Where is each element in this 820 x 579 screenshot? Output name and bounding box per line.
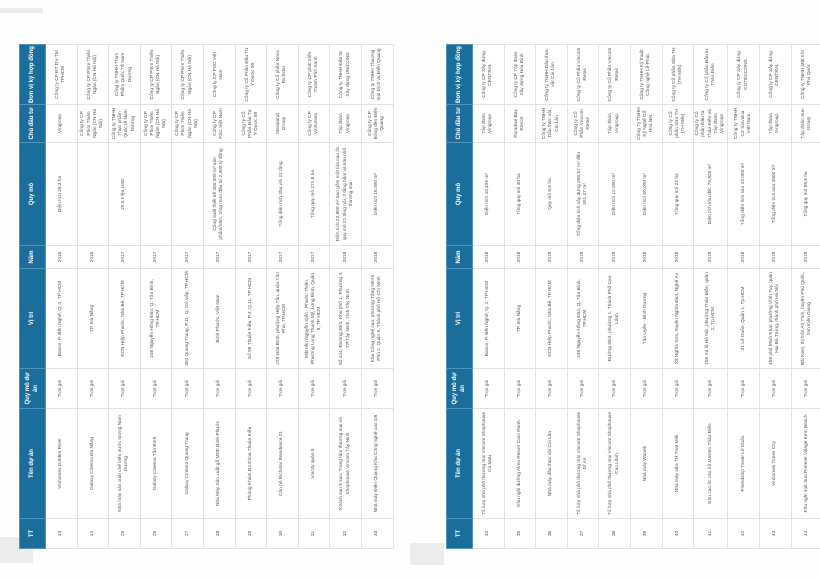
scan-artifact: [410, 543, 444, 565]
table-cell-tt: 23: [46, 519, 78, 549]
table-cell-quy-mo: [235, 143, 267, 246]
table-cell-nam: 2018: [473, 246, 505, 269]
table-cell-quy-mo: Diện tích 60,000 m²: [630, 143, 662, 246]
table-cell-ten-du-an: Khu nghỉ dưỡng Alma Resort Cam Ranh: [504, 409, 536, 519]
column-header-chu-dau-tu: Chủ đầu tư: [20, 105, 46, 143]
table-cell-ten-du-an: Galaxy Cinema Tân Bình: [140, 409, 172, 519]
table-cell-ten-du-an: Nhà máy Wanek: [630, 409, 662, 519]
table-cell-chu-dau-tu: Tập đoàn Vingroup: [759, 105, 791, 143]
table-header: [20, 45, 46, 549]
table-cell-nam: 2018: [791, 246, 820, 269]
table-cell-don-vi-ky-hop-dong: Công ty TNHH Dầu thực vật Cái Lân: [536, 45, 568, 105]
table-cell-don-vi-ky-hop-dong: Công ty CP Phim Thiên Ngân (CN Hà Nội): [172, 45, 204, 105]
table-cell-tt: 39: [630, 519, 662, 549]
table-cell-vi-tri: Số 444, Đường 30/4, Khu phố 1, Phường 3, TP.Tây Ninh, Tỉnh Tây Ninh: [330, 269, 362, 369]
column-header-nam: Năm: [447, 246, 473, 269]
table-cell-tt: 42: [728, 519, 760, 549]
table-row: [504, 45, 536, 549]
table-cell-quy-mo: [77, 143, 109, 246]
rotated-sheet: [446, 45, 820, 549]
table-cell-don-vi-ky-hop-dong: Công ty CP phát triển Thành Phố Xanh: [298, 45, 330, 105]
column-header-nam: Năm: [20, 246, 46, 269]
table-cell-ten-du-an: Nhà máy dầu thực vật Cái Lân: [536, 409, 568, 519]
table-cell-nam: 2018: [759, 246, 791, 269]
table-cell-quy-mo: Tổng diện tích 3ha với 22 tầng: [267, 143, 299, 246]
table-cell-vi-tri: TP. Đà Nẵng: [77, 269, 109, 369]
table-body: [473, 45, 820, 549]
table-row: [473, 45, 505, 549]
table-row: [140, 45, 172, 549]
column-header-quy-mo-du-an: Quy mô dự án: [20, 369, 46, 409]
table-cell-vi-tri: 278 Hòa Bình, phường Hiệp Tân, quận Tân Phú, TP.HCM: [267, 269, 299, 369]
table-cell-don-vi-ky-hop-dong: Công ty TNHH Đầu tư Xây dựng UNICONS: [330, 45, 362, 105]
table-cell-quy-mo-du-an: Trọn gói: [759, 369, 791, 409]
table-cell-chu-dau-tu: Công ty Cổ Phần Vincom Retail: [567, 105, 599, 143]
table-cell-nam: 2018: [536, 246, 568, 269]
table-cell-quy-mo: Quy mô 8,6 ha: [536, 143, 568, 246]
table-cell-don-vi-ky-hop-dong: Công ty TNHH Thực Phẩm Quốc Tế Nam Dương: [109, 45, 141, 105]
table-header: [447, 45, 473, 549]
table-cell-quy-mo-du-an: Trọn gói: [235, 369, 267, 409]
table-cell-quy-mo: Tổng quy mô 271,8 ha: [298, 143, 330, 246]
column-header-quy-mo: Quy mô: [447, 143, 473, 246]
table-cell-quy-mo: Diện tích 12.000 m²: [599, 143, 631, 246]
table-cell-vi-tri: 159 Xa lộ Hà Nội, phường Thảo Điền, quận 2, Tp.HCM: [694, 269, 728, 369]
table-row: [267, 45, 299, 549]
table-cell-quy-mo-du-an: Trọn gói: [330, 369, 362, 409]
table-cell-quy-mo-du-an: Trọn gói: [536, 369, 568, 409]
table-cell-vi-tri: Mặt tiền Nguyễn Xiển - Phước Thiện, Phường Long Thạnh Mỹ, Long Bình, Quận 9, TP HCM: [298, 269, 330, 369]
table-cell-chu-dau-tu: Công ty CP Phim Thiên Ngân (CN Hà Nội): [172, 105, 204, 143]
table-cell-don-vi-ky-hop-dong: Công ty CP Phim Thiên Ngân (CN Hà Nội): [140, 45, 172, 105]
table-cell-tt: 25: [109, 519, 141, 549]
table-cell-tt: 29: [235, 519, 267, 549]
table-cell-nam: 2018: [504, 246, 536, 269]
table-cell-tt: 44: [791, 519, 820, 549]
table-cell-chu-dau-tu: Vingroup: [46, 105, 78, 143]
table-cell-chu-dau-tu: Công ty Cổ phần Đầu tư Thảo Điền và Tập đoàn Vingroup: [694, 105, 728, 143]
column-header-ten-du-an: Tên dự án: [447, 409, 473, 519]
table-cell-ten-du-an: Vinhomes Golden River: [46, 409, 78, 519]
table-cell-tt: 37: [567, 519, 599, 549]
table-cell-ten-du-an: Khách sạn 5 sao, Trung tâm thương mại và Shophouse Vincom Tây Ninh: [330, 409, 362, 519]
table-row: [203, 45, 235, 549]
table-cell-vi-tri: Bãi Kem, thị trấn An Thới, huyện Phú Quốc, tỉnh Kiên Giang: [791, 269, 820, 369]
table-cell-vi-tri: 246 Nguyễn Hồng Đào, Q. Tân Bình, TP.HCM: [140, 269, 172, 369]
table-row: [361, 45, 393, 549]
table-cell-vi-tri: Tân Uyên - Bình Dương: [630, 269, 662, 369]
table-row: [630, 45, 662, 549]
table-cell-chu-dau-tu: Công ty CP Phim Thiên Ngân (CN Hà Nội): [140, 105, 172, 143]
column-header-vi-tri: Vị trí: [20, 269, 46, 369]
table-cell-vi-tri: Đường 30/4, phường 1, Thành Phố Cao Lãnh: [599, 269, 631, 369]
table-cell-don-vi-ky-hop-dong: Công ty Cổ Phần Đầu Tư Y Dược 99: [235, 45, 267, 105]
table-row: [759, 45, 791, 549]
table-cell-quy-mo-du-an: Trọn gói: [46, 369, 78, 409]
table-cell-tt: 34: [473, 519, 505, 549]
table-cell-nam: 2016: [46, 246, 78, 269]
table-cell-quy-mo-du-an: Trọn gói: [791, 369, 820, 409]
document-page-right: [446, 45, 820, 549]
table-cell-quy-mo-du-an: Trọn gói: [361, 369, 393, 409]
table-cell-don-vi-ky-hop-dong: Công ty CP ĐT DV-TM TPHCM: [46, 45, 78, 105]
table-cell-quy-mo-du-an: Trọn gói: [599, 369, 631, 409]
table-cell-vi-tri: Bình Phước, Việt Nam: [203, 269, 235, 369]
table-cell-nam: 2018: [361, 246, 393, 269]
column-header-don-vi-ky-hop-dong: Đơn vị ký hợp đồng: [20, 45, 46, 105]
column-header-tt: TT: [20, 519, 46, 549]
table-cell-quy-mo: [140, 143, 172, 246]
header-row: [20, 45, 46, 549]
table-cell-vi-tri: KCN Hiệp Phước, Nhà Bè, TP.HCM: [109, 269, 141, 369]
table-cell-ten-du-an: Vinhomes Times City: [759, 409, 791, 519]
table-cell-nam: 2016: [77, 246, 109, 269]
table-cell-don-vi-ky-hop-dong: Công ty CP Phim Thiên Ngân (CN Hà Nội): [77, 45, 109, 105]
table-cell-quy-mo-du-an: Trọn gói: [504, 369, 536, 409]
table-cell-quy-mo: Công suất thiết kế 400.000 m³ sản phẩm/năm, tổng mức đầu tư 2,300 tỷ đồng: [203, 143, 235, 246]
table-cell-chu-dau-tu: Novaland Group: [267, 105, 299, 143]
table-cell-don-vi-ky-hop-dong: Công ty Cổ phần Đầu tư Thảo Điền: [694, 45, 728, 105]
document-page-left: [19, 45, 393, 549]
table-body: [46, 45, 394, 549]
table-row: [567, 45, 599, 549]
column-header-tt: TT: [447, 519, 473, 549]
table-cell-vi-tri: Khu Công nghệ cao, phường Tăng Nhơn Phú 2, Quận 9, Thành phố Hồ Chí Minh: [361, 269, 393, 369]
table-cell-chu-dau-tu: Công ty TNHH CZ Slovakia Việt Nam: [728, 105, 760, 143]
table-cell-quy-mo-du-an: Trọn gói: [109, 369, 141, 409]
table-row: [662, 45, 694, 549]
table-cell-chu-dau-tu: Công ty CP Vinhomes: [298, 105, 330, 143]
table-cell-quy-mo-du-an: Trọn gói: [140, 369, 172, 409]
table-cell-ten-du-an: Tổ hợp nhà phố thương mại Vincom Shophouse Cà Mau: [473, 409, 505, 519]
table-cell-don-vi-ky-hop-dong: Công ty CP FSC Việt Nam: [203, 45, 235, 105]
table-cell-chu-dau-tu: Tập đoàn Vingroup: [473, 105, 505, 143]
table-row: [728, 45, 760, 549]
table-row: [599, 45, 631, 549]
table-cell-quy-mo: Diện tích 25.3 ha: [46, 143, 78, 246]
table-cell-nam: 2017: [140, 246, 172, 269]
table-cell-vi-tri: Số 99 Thuận Kiều, P.4, Q.11, TP HCM: [235, 269, 267, 369]
table-row: [235, 45, 267, 549]
table-cell-chu-dau-tu: Công Ty TNHH Kỹ Nghệ Gỗ Hoa Nét: [630, 105, 662, 143]
table-cell-nam: 2018: [599, 246, 631, 269]
table-cell-nam: 2018: [728, 246, 760, 269]
table-cell-chu-dau-tu: Công ty CP Bóng đèn Điện Quang: [361, 105, 393, 143]
table-cell-don-vi-ky-hop-dong: Công ty Cổ phần Nova Richstar: [267, 45, 299, 105]
table-cell-vi-tri: TP. Đà Nẵng: [504, 269, 536, 369]
table-row: [46, 45, 78, 549]
table-cell-ten-du-an: Nhà máy sữa TH True Milk: [662, 409, 694, 519]
table-cell-nam: 2017: [235, 246, 267, 269]
table-cell-quy-mo: Tổng quy mô 30 ha: [504, 143, 536, 246]
table-row: [536, 45, 568, 549]
table-row: [172, 45, 204, 549]
table-row: [791, 45, 820, 549]
scan-artifact: [0, 8, 43, 13]
table-cell-nam: 2018: [694, 246, 728, 269]
table-cell-quy-mo: Tổng diện tích sàn 23.000 m²: [728, 143, 760, 246]
table-cell-don-vi-ky-hop-dong: Công ty CP Xây dựng COTECCONS: [728, 45, 760, 105]
table-cell-don-vi-ky-hop-dong: Công ty TNHH Thương mại Dịch vụ Điện Quang: [361, 45, 393, 105]
table-cell-chu-dau-tu: Công ty TNHH Dầu thực vật Cái Lân: [536, 105, 568, 143]
table-cell-quy-mo: Diện tích 16.000 m²: [361, 143, 393, 246]
table-cell-don-vi-ky-hop-dong: Công ty Cổ Phần Vincom Retail: [599, 45, 631, 105]
table-cell-quy-mo: Diện tích khu đất: 79,829 m²: [694, 143, 728, 246]
table-cell-ten-du-an: Nhà Máy Sản xuất gỗ MDF Bình Phước: [203, 409, 235, 519]
table-cell-vi-tri: Xã Nghĩa Sơn, huyện Nghĩa Đàn, Nghệ An: [662, 269, 694, 369]
table-cell-vi-tri: 304 Quang Trung, P.11, Q. Gò Vấp, TP.HCM: [172, 269, 204, 369]
column-header-ten-du-an: Tên dự án: [20, 409, 46, 519]
table-cell-vi-tri: 246 Nguyễn Hồng Đào, Q. Tân Bình, TP.HCM: [567, 269, 599, 369]
table-cell-nam: 2017: [172, 246, 204, 269]
table-cell-ten-du-an: Nhà máy Điện Quang Khu Công nghệ cao Q9: [361, 409, 393, 519]
table-row: [77, 45, 109, 549]
column-header-vi-tri: Vị trí: [447, 269, 473, 369]
column-header-chu-dau-tu: Chủ đầu tư: [447, 105, 473, 143]
projects-table-rows-34-44: [446, 44, 820, 549]
table-cell-vi-tri: 31 Lê Duẩn, Quận 1, Tp.HCM: [728, 269, 760, 369]
table-cell-tt: 33: [361, 519, 393, 549]
table-cell-ten-du-an: Galaxy Cinema Quang Trung: [172, 409, 204, 519]
table-cell-tt: 31: [298, 519, 330, 549]
rotated-sheet: [19, 45, 393, 549]
table-cell-nam: 2018: [330, 246, 362, 269]
table-cell-don-vi-ky-hop-dong: Công ty CP Xây dựng CENTRAL: [759, 45, 791, 105]
table-cell-quy-mo-du-an: Trọn gói: [267, 369, 299, 409]
table-cell-chu-dau-tu: Paradise Bay Resort: [504, 105, 536, 143]
table-row: [109, 45, 141, 549]
table-cell-nam: 2017: [109, 246, 141, 269]
table-cell-quy-mo: [172, 143, 204, 246]
table-cell-ten-du-an: Friendship Tower Lê Duẩn: [728, 409, 760, 519]
table-cell-don-vi-ky-hop-dong: Công ty CP Xây dựng CENTRAL: [473, 45, 505, 105]
table-cell-quy-mo-du-an: Trọn gói: [172, 369, 204, 409]
column-header-quy-mo: Quy mô: [20, 143, 46, 246]
table-cell-quy-mo: Tổng diện tích xây dựng 259,57 m² đến 351,37 m²: [567, 143, 599, 246]
header-row: [447, 45, 473, 549]
table-cell-nam: 2017: [267, 246, 299, 269]
table-cell-quy-mo-du-an: Trọn gói: [473, 369, 505, 409]
table-cell-chu-dau-tu: Tập đoàn Sun Group: [791, 105, 820, 143]
table-cell-quy-mo-du-an: Trọn gói: [567, 369, 599, 409]
table-cell-chu-dau-tu: Tập đoàn Vingroup: [599, 105, 631, 143]
table-cell-nam: 2018: [567, 246, 599, 269]
table-cell-tt: 28: [203, 519, 235, 549]
projects-table-rows-23-33: [19, 44, 394, 549]
table-cell-ten-du-an: Tổ hợp nhà phố thương mại Vincom Shophouse Cao Lãnh: [599, 409, 631, 519]
table-row: [298, 45, 330, 549]
table-cell-chu-dau-tu: Tập đoàn Vingroup: [330, 105, 362, 143]
table-cell-tt: 24: [77, 519, 109, 549]
table-cell-ten-du-an: Căn hộ Richstar Residence 21: [267, 409, 299, 519]
table-cell-tt: 43: [759, 519, 791, 549]
table-cell-ten-du-an: Galaxy Cinema Đà Nẵng: [77, 409, 109, 519]
table-cell-chu-dau-tu: Công ty CP FSC Việt Nam: [203, 105, 235, 143]
table-cell-ten-du-an: Tổ hợp nhà phố thương mại Vincom Shophouse Dĩ An: [567, 409, 599, 519]
column-header-don-vi-ky-hop-dong: Đơn vị ký hợp đồng: [447, 45, 473, 105]
table-cell-chu-dau-tu: Công ty Cổ phần Sữa TH (TH Milk): [662, 105, 694, 143]
table-cell-ten-du-an: Vincity quận 9: [298, 409, 330, 519]
table-cell-nam: 2018: [630, 246, 662, 269]
table-cell-don-vi-ky-hop-dong: Công ty CP Tập đoàn Xây dựng Hòa Bình: [504, 45, 536, 105]
table-cell-ten-du-an: Khu cao ốc căn hộ Masteri Thảo Điền: [694, 409, 728, 519]
table-cell-tt: 27: [172, 519, 204, 549]
table-cell-don-vi-ky-hop-dong: Công ty Cổ phần Sữa TH (TH Milk): [662, 45, 694, 105]
table-cell-tt: 35: [504, 519, 536, 549]
table-cell-tt: 40: [662, 519, 694, 549]
table-cell-tt: 36: [536, 519, 568, 549]
table-cell-don-vi-ky-hop-dong: Công ty Cổ Phần Vincom Retail: [567, 45, 599, 105]
table-cell-tt: 38: [599, 519, 631, 549]
table-cell-quy-mo-du-an: Trọn gói: [662, 369, 694, 409]
table-cell-don-vi-ky-hop-dong: Công ty TNHH Kỹ thuật Công nghệ Lê Phúc: [630, 45, 662, 105]
table-cell-tt: 41: [694, 519, 728, 549]
table-cell-quy-mo: Tổng quy mô 59,6 ha: [791, 143, 820, 246]
table-cell-chu-dau-tu: Công ty Cổ Phần Đầu Tư Y Dược 99: [235, 105, 267, 143]
table-cell-vi-tri: KCN Hiệp Phước, Nhà Bè, TP.HCM: [536, 269, 568, 369]
table-cell-ten-du-an: Nhà máy sản xuất chế biến nước tương Nam Dương: [109, 409, 141, 519]
table-cell-tt: 26: [140, 519, 172, 549]
table-cell-tt: 30: [267, 519, 299, 549]
column-header-quy-mo-du-an: Quy mô dự án: [447, 369, 473, 409]
table-row: [330, 45, 362, 549]
table-cell-quy-mo: 25.6 triệu USD: [109, 143, 141, 246]
table-cell-quy-mo: Diện tích 22,860 m² bao gồm một tòa cao ốc quy mô 21 tầng nổi, 2 tầng hầm và khu phố thương mại: [330, 143, 362, 246]
table-cell-tt: 32: [330, 519, 362, 549]
table-cell-quy-mo-du-an: Trọn gói: [694, 369, 728, 409]
table-cell-chu-dau-tu: Công ty TNHH Thực phẩm Quốc tế Nam Dương: [109, 105, 141, 143]
table-cell-vi-tri: Bason, P. Bến Nghé, Q. 1, TP HCM: [46, 269, 78, 369]
table-cell-quy-mo-du-an: Trọn gói: [77, 369, 109, 409]
table-cell-don-vi-ky-hop-dong: Công ty TNHH Mặt trời Phú Quốc: [791, 45, 820, 105]
table-cell-quy-mo-du-an: Trọn gói: [203, 369, 235, 409]
table-cell-nam: 2017: [298, 246, 330, 269]
table-cell-vi-tri: 458 phố Minh Khai, phường Vĩnh Tuy, quận Hai Bà Trưng, thành phố Hà Nội: [759, 269, 791, 369]
table-cell-vi-tri: Bason, P. Bến Nghé, Q. 1, TP HCM: [473, 269, 505, 369]
table-cell-ten-du-an: Phòng Khám Đa Khoa Thuận Kiều: [235, 409, 267, 519]
table-cell-quy-mo: Diện tích 43,406 m²: [473, 143, 505, 246]
table-cell-quy-mo: Tổng diện tích sàn 4900 m²: [759, 143, 791, 246]
table-cell-ten-du-an: Khu nghỉ mát Sun Premier Village Kem Beach: [791, 409, 820, 519]
table-cell-quy-mo-du-an: Trọn gói: [728, 369, 760, 409]
table-row: [694, 45, 728, 549]
table-cell-quy-mo-du-an: Trọn gói: [630, 369, 662, 409]
table-cell-chu-dau-tu: Công ty CP Phim Thiên Ngân (CN Hà Nội): [77, 105, 109, 143]
table-cell-quy-mo-du-an: Trọn gói: [298, 369, 330, 409]
table-cell-quy-mo: Tổng quy mô 22 ha: [662, 143, 694, 246]
table-cell-nam: 2018: [662, 246, 694, 269]
table-cell-nam: 2017: [203, 246, 235, 269]
